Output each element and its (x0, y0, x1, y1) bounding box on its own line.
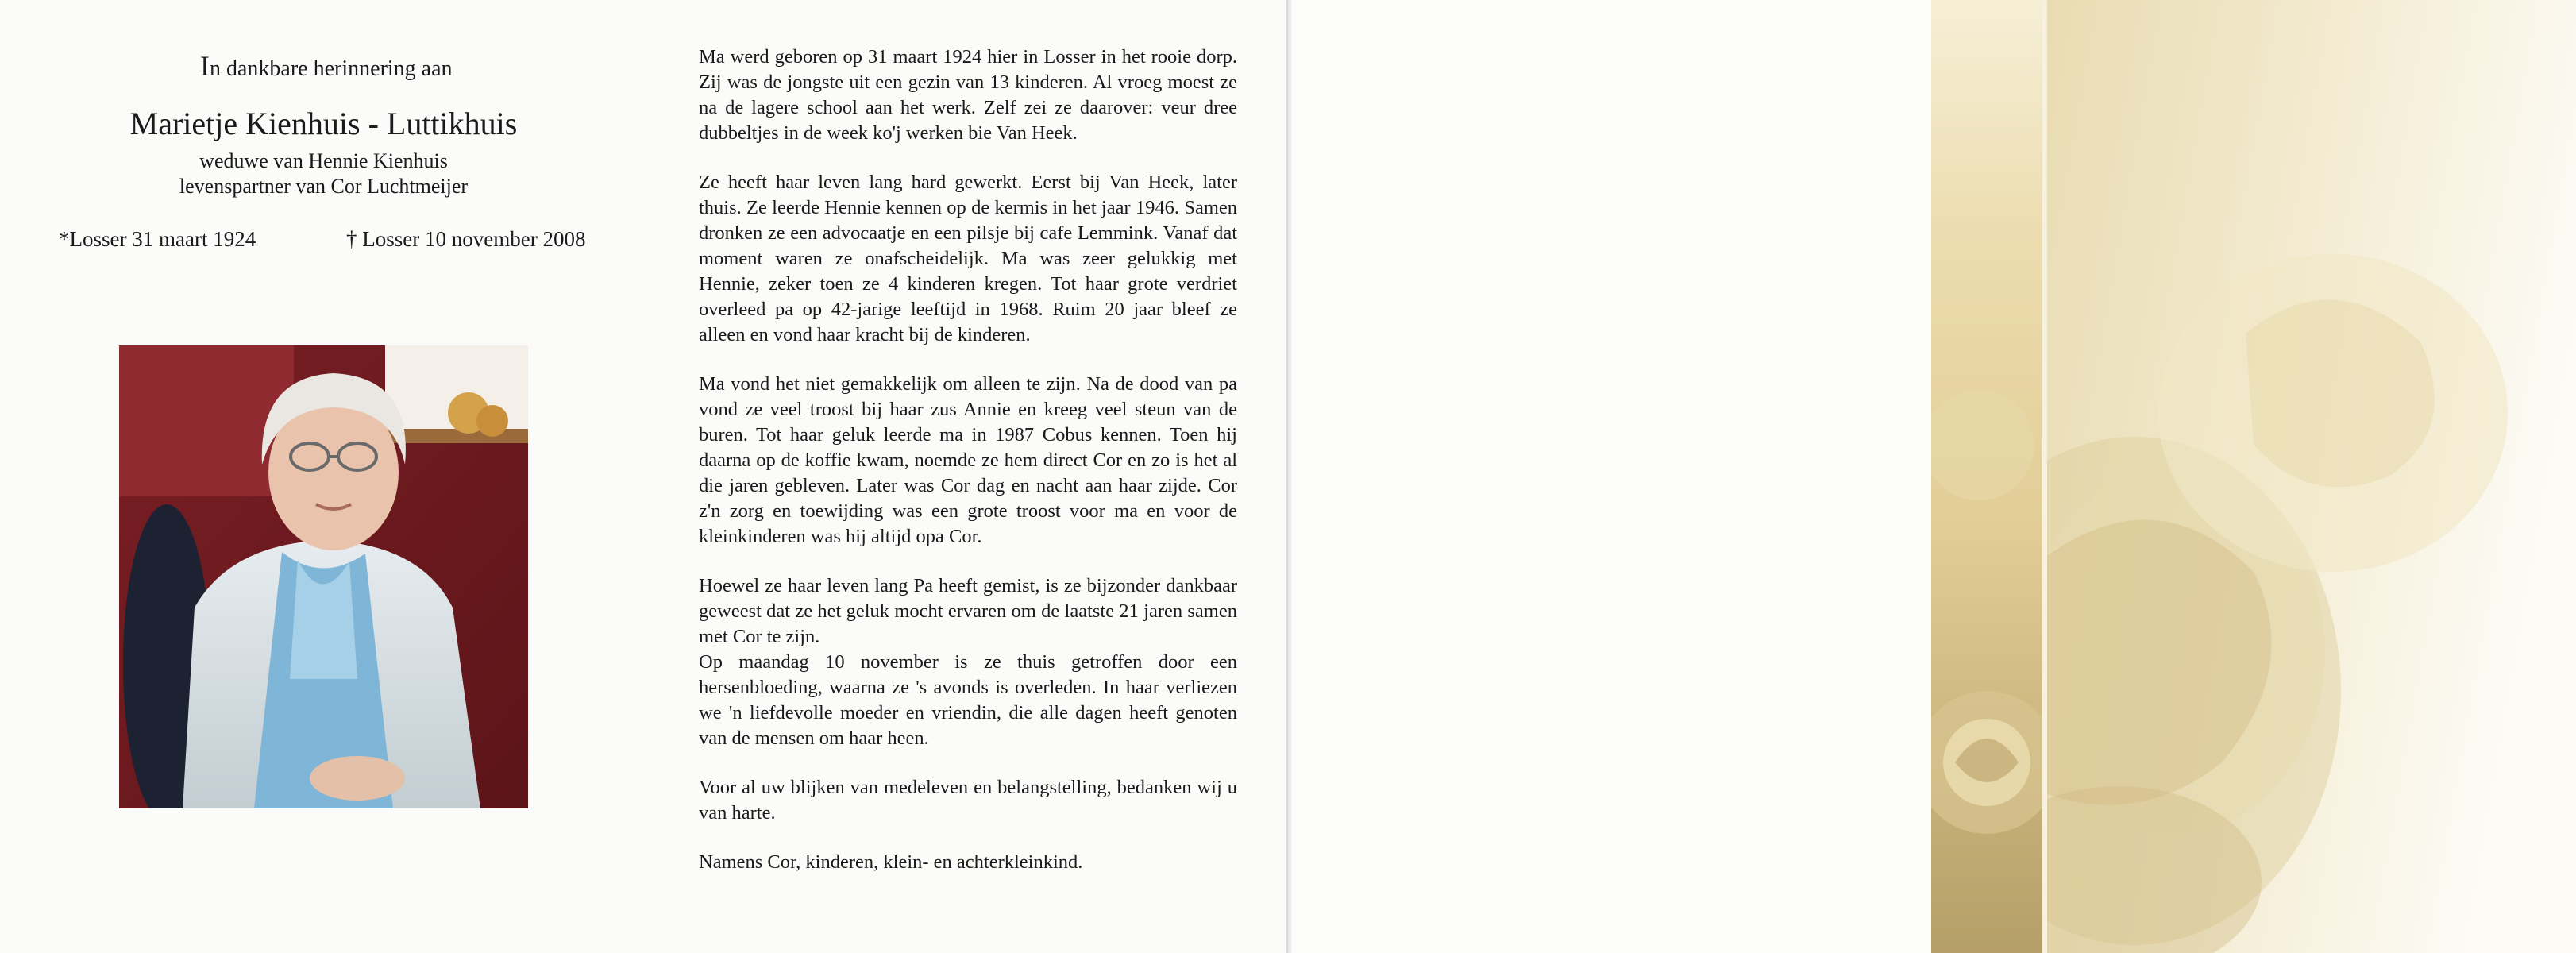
life-story (699, 44, 1237, 899)
story-paragraph-4: Hoewel ze haar leven lang Pa heeft gemist, is ze bijzonder dankbaar geweest dat ze het geluk mocht ervaren om de laatste 21 jaren samen met Cor te zijn. Op maandag 10 november is ze thuis getroffen door een hersenbloeding, waarna ze 's avonds is overleden. In haar verliezen we 'n liefdevolle moeder en vriendin, die alle dagen heeft genoten van de mensen om haar heen. (699, 575, 1237, 749)
opener-text: n dankbare herinnering aan (210, 56, 453, 81)
widow-line: weduwe van Hennie Kienhuis (199, 149, 448, 172)
outer-card (1291, 0, 2576, 953)
signature-line: Namens Cor, kinderen, klein- en achterkleinkind. (699, 851, 1083, 873)
rose-image (2047, 0, 2576, 953)
birth-info: *Losser 31 maart 1924 (59, 227, 256, 251)
partner-line: levenspartner van Cor Luchtmeijer (179, 175, 469, 198)
opener-line (200, 49, 453, 83)
story-paragraph-1: Ma werd geboren op 31 maart 1924 hier in Losser in het rooie dorp. Zij was de jongste uit een gezin van 13 kinderen. Al vroeg moest ze na de lagere school aan het werk. Zelf zei ze daarover: veur dree dubbeltjes in de week ko'j werken bie Van Heek. (699, 46, 1237, 144)
deceased-name: Marietje Kienhuis - Luttikhuis (129, 106, 518, 141)
opener-initial: I (200, 50, 210, 82)
thanks-paragraph: Voor al uw blijken van medeleven en belangstelling, bedanken wij u van harte. (699, 777, 1237, 824)
death-info: † Losser 10 november 2008 (346, 227, 586, 251)
story-paragraph-2: Ze heeft haar leven lang hard gewerkt. Eerst bij Van Heek, later thuis. Ze leerde Hennie kennen op de kermis in het jaar 1946. Samen dronken ze een advocaatje en een pilsje bij cafe Lemmink. Vanaf dat moment waren ze onafscheidelijk. Ma was zeer gelukkig met Hennie, zeker toen ze 4 kinderen kregen. Tot haar grote verdriet overleed pa op 42-jarige leeftijd in 1968. Ruim 20 jaar bleef ze alleen en vond haar kracht bij de kinderen. (699, 172, 1237, 345)
story-paragraph-3: Ma vond het niet gemakkelijk om alleen te zijn. Na de dood van pa vond ze veel troost bij haar zus Annie en kreeg veel steun van de buren. Tot haar geluk leerde ma in 1987 Cobus kennen. Toen hij daarna op de koffie kwam, noemde ze hem direct Cor en zo is het al die jaren gebleven. Later was Cor dag en nacht aan haar zijde. Cor z'n zorg en toewijding was een grote troost voor ma en voor de kleinkinderen was hij altijd opa Cor. (699, 373, 1237, 547)
portrait-photo (119, 345, 528, 808)
rose-strip (1931, 0, 2042, 953)
